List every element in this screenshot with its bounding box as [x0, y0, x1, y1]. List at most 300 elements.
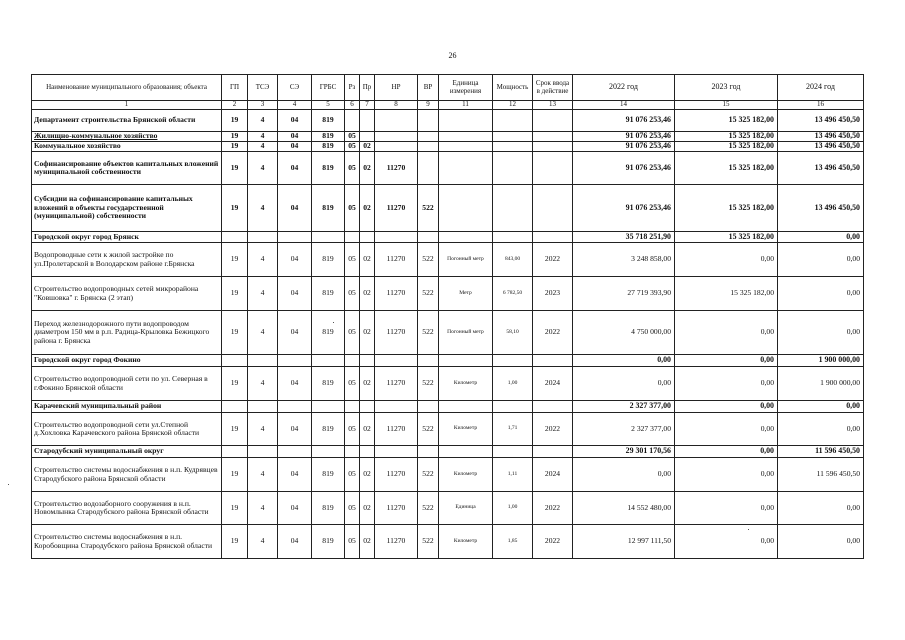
table-row	[32, 401, 864, 413]
cell-unit	[439, 110, 493, 132]
cell-y2022: 2 327 377,00	[573, 401, 675, 413]
cell-grbs	[312, 232, 345, 243]
cell-rz	[345, 110, 360, 132]
cell-rz	[345, 401, 360, 413]
cell-power: 1,00	[493, 367, 533, 401]
column-index-cell: 13	[533, 101, 573, 110]
cell-unit	[439, 142, 493, 152]
column-index-cell: 8	[375, 101, 418, 110]
scan-speck	[333, 322, 334, 323]
cell-grbs: 819	[312, 110, 345, 132]
cell-nr: 11270	[375, 492, 418, 525]
column-index-cell: 6	[345, 101, 360, 110]
cell-y2022: 0,00	[573, 367, 675, 401]
cell-pr: 02	[360, 525, 375, 559]
cell-y2022: 91 076 253,46	[573, 152, 675, 185]
cell-grbs: 819	[312, 311, 345, 355]
cell-vr: 522	[418, 185, 439, 232]
cell-y2022: 0,00	[573, 355, 675, 367]
cell-y2023: 15 325 182,00	[675, 142, 778, 152]
cell-gp: 19	[222, 142, 248, 152]
cell-y2023: 0,00	[675, 458, 778, 492]
cell-name: Департамент строительства Брянской области	[32, 110, 222, 132]
cell-pr: 02	[360, 152, 375, 185]
cell-vr	[418, 355, 439, 367]
cell-nr	[375, 132, 418, 142]
header-tse: ТСЭ	[248, 75, 278, 101]
cell-name: Строительство водопроводных сетей микрорайона "Ковшовка" г. Брянска (2 этап)	[32, 277, 222, 311]
cell-tse: 4	[248, 152, 278, 185]
cell-tse: 4	[248, 413, 278, 446]
header-vr: ВР	[418, 75, 439, 101]
cell-y2024: 0,00	[778, 401, 864, 413]
cell-vr	[418, 132, 439, 142]
cell-power	[493, 152, 533, 185]
cell-y2024: 13 496 450,50	[778, 152, 864, 185]
cell-y2024: 13 496 450,50	[778, 185, 864, 232]
cell-pr	[360, 232, 375, 243]
cell-nr	[375, 446, 418, 458]
header-2022: 2022 год	[573, 75, 675, 101]
cell-pr	[360, 446, 375, 458]
cell-vr: 522	[418, 458, 439, 492]
cell-grbs: 819	[312, 367, 345, 401]
cell-term: 2022	[533, 492, 573, 525]
header-se: СЭ	[278, 75, 312, 101]
header-grbs: ГРБС	[312, 75, 345, 101]
cell-name: Строительство системы водоснабжения в н.п. Кудрявцев Стародубского района Брянской области	[32, 458, 222, 492]
cell-y2024: 0,00	[778, 311, 864, 355]
cell-y2023: 0,00	[675, 311, 778, 355]
cell-pr: 02	[360, 367, 375, 401]
cell-gp	[222, 355, 248, 367]
cell-gp: 19	[222, 185, 248, 232]
cell-term: 2022	[533, 311, 573, 355]
cell-power	[493, 132, 533, 142]
cell-se: 04	[278, 110, 312, 132]
cell-nr: 11270	[375, 367, 418, 401]
table-row	[32, 355, 864, 367]
column-index-cell: 3	[248, 101, 278, 110]
cell-vr: 522	[418, 367, 439, 401]
column-index-cell: 16	[778, 101, 864, 110]
cell-tse: 4	[248, 243, 278, 277]
cell-y2024: 13 496 450,50	[778, 132, 864, 142]
cell-term: 2022	[533, 525, 573, 559]
column-index-cell: 12	[493, 101, 533, 110]
cell-vr: 522	[418, 492, 439, 525]
table-row	[32, 311, 864, 355]
cell-power	[493, 110, 533, 132]
cell-grbs: 819	[312, 458, 345, 492]
cell-tse	[248, 355, 278, 367]
cell-unit: Километр	[439, 525, 493, 559]
cell-name: Городской округ город Брянск	[32, 232, 222, 243]
cell-rz: 05	[345, 367, 360, 401]
scan-speck	[8, 484, 9, 485]
cell-nr	[375, 232, 418, 243]
cell-gp: 19	[222, 243, 248, 277]
cell-se: 04	[278, 152, 312, 185]
cell-se	[278, 446, 312, 458]
cell-unit	[439, 185, 493, 232]
cell-nr: 11270	[375, 243, 418, 277]
cell-term	[533, 232, 573, 243]
cell-tse: 4	[248, 277, 278, 311]
cell-nr	[375, 401, 418, 413]
cell-name: Коммунальное хозяйство	[32, 142, 222, 152]
cell-y2023: 15 325 182,00	[675, 185, 778, 232]
cell-power	[493, 401, 533, 413]
cell-power: 58,10	[493, 311, 533, 355]
cell-power	[493, 142, 533, 152]
column-index-cell: 14	[573, 101, 675, 110]
cell-gp: 19	[222, 458, 248, 492]
cell-rz: 05	[345, 152, 360, 185]
cell-y2023: 15 325 182,00	[675, 152, 778, 185]
cell-tse: 4	[248, 367, 278, 401]
header-gp: ГП	[222, 75, 248, 101]
cell-nr: 11270	[375, 458, 418, 492]
cell-power: 1,11	[493, 458, 533, 492]
cell-y2023: 0,00	[675, 355, 778, 367]
cell-y2022: 2 327 377,00	[573, 413, 675, 446]
cell-se: 04	[278, 132, 312, 142]
header-term: Срок ввода в действие	[533, 75, 573, 101]
cell-pr: 02	[360, 492, 375, 525]
cell-tse	[248, 232, 278, 243]
cell-unit	[439, 355, 493, 367]
cell-unit: Километр	[439, 458, 493, 492]
cell-y2024: 11 596 450,50	[778, 458, 864, 492]
cell-grbs: 819	[312, 492, 345, 525]
cell-y2022: 14 552 480,00	[573, 492, 675, 525]
cell-se: 04	[278, 492, 312, 525]
cell-rz: 05	[345, 185, 360, 232]
column-index-cell: 7	[360, 101, 375, 110]
header-rz: Рз	[345, 75, 360, 101]
cell-rz	[345, 446, 360, 458]
cell-grbs: 819	[312, 142, 345, 152]
cell-unit	[439, 152, 493, 185]
cell-pr: 02	[360, 185, 375, 232]
cell-gp: 19	[222, 152, 248, 185]
cell-name: Стародубский муниципальный округ	[32, 446, 222, 458]
cell-pr: 02	[360, 311, 375, 355]
cell-y2024: 1 900 000,00	[778, 367, 864, 401]
cell-term	[533, 401, 573, 413]
cell-se	[278, 401, 312, 413]
cell-vr: 522	[418, 525, 439, 559]
cell-power	[493, 232, 533, 243]
cell-vr: 522	[418, 243, 439, 277]
cell-term	[533, 110, 573, 132]
cell-name: Строительство системы водоснабжения в н.п. Коробовщина Стародубского района Брянской области	[32, 525, 222, 559]
cell-power: 1,85	[493, 525, 533, 559]
cell-y2022: 91 076 253,46	[573, 110, 675, 132]
cell-se: 04	[278, 142, 312, 152]
cell-vr	[418, 232, 439, 243]
header-power: Мощность	[493, 75, 533, 101]
cell-y2022: 91 076 253,46	[573, 142, 675, 152]
cell-term: 2024	[533, 458, 573, 492]
cell-gp: 19	[222, 277, 248, 311]
cell-name: Переход железнодорожного пути водопроводом диаметром 150 мм в р.п. Радица-Крыловка Бежицкого района г. Брянска	[32, 311, 222, 355]
cell-se: 04	[278, 367, 312, 401]
cell-tse: 4	[248, 311, 278, 355]
cell-grbs: 819	[312, 132, 345, 142]
cell-pr	[360, 401, 375, 413]
cell-se: 04	[278, 413, 312, 446]
cell-y2024: 0,00	[778, 243, 864, 277]
header-2023: 2023 год	[675, 75, 778, 101]
cell-rz: 05	[345, 413, 360, 446]
cell-gp	[222, 446, 248, 458]
cell-y2023: 15 325 182,00	[675, 232, 778, 243]
cell-rz: 05	[345, 243, 360, 277]
cell-power: 843,00	[493, 243, 533, 277]
table-row	[32, 367, 864, 401]
header-unit: Единица измерения	[439, 75, 493, 101]
cell-nr: 11270	[375, 311, 418, 355]
cell-gp	[222, 232, 248, 243]
cell-se	[278, 355, 312, 367]
cell-y2024: 0,00	[778, 413, 864, 446]
cell-tse: 4	[248, 458, 278, 492]
cell-name: Строительство водозаборного сооружения в н.п. Новомлынка Стародубского района Брянской области	[32, 492, 222, 525]
cell-y2023: 0,00	[675, 401, 778, 413]
cell-y2023: 0,00	[675, 413, 778, 446]
table-row	[32, 132, 864, 142]
table-row	[32, 142, 864, 152]
cell-pr: 02	[360, 277, 375, 311]
column-index-cell: 2	[222, 101, 248, 110]
cell-rz	[345, 232, 360, 243]
cell-name: Строительство водопроводной сети ул.Степной д.Хохловка Карачевского района Брянской области	[32, 413, 222, 446]
cell-vr: 522	[418, 413, 439, 446]
table-row	[32, 243, 864, 277]
cell-unit: Погонный метр	[439, 311, 493, 355]
cell-nr: 11270	[375, 152, 418, 185]
cell-tse: 4	[248, 492, 278, 525]
header-nr: НР	[375, 75, 418, 101]
cell-nr	[375, 355, 418, 367]
cell-rz: 05	[345, 525, 360, 559]
cell-y2023: 15 325 182,00	[675, 110, 778, 132]
cell-rz	[345, 355, 360, 367]
cell-y2022: 91 076 253,46	[573, 132, 675, 142]
cell-tse: 4	[248, 110, 278, 132]
cell-power: 6 782,50	[493, 277, 533, 311]
cell-unit	[439, 132, 493, 142]
cell-unit	[439, 446, 493, 458]
cell-y2023: 0,00	[675, 525, 778, 559]
investment-table	[31, 74, 864, 559]
cell-pr: 02	[360, 142, 375, 152]
table-row	[32, 525, 864, 559]
cell-term: 2022	[533, 243, 573, 277]
cell-term	[533, 142, 573, 152]
cell-unit: Километр	[439, 413, 493, 446]
page-number: 26	[448, 51, 457, 60]
table-row	[32, 152, 864, 185]
cell-gp: 19	[222, 132, 248, 142]
cell-grbs	[312, 401, 345, 413]
cell-rz: 05	[345, 458, 360, 492]
cell-term	[533, 446, 573, 458]
cell-gp: 19	[222, 110, 248, 132]
cell-y2023: 0,00	[675, 243, 778, 277]
column-index-cell: 9	[418, 101, 439, 110]
cell-pr	[360, 355, 375, 367]
cell-term	[533, 152, 573, 185]
cell-grbs	[312, 446, 345, 458]
cell-rz: 05	[345, 132, 360, 142]
cell-y2022: 91 076 253,46	[573, 185, 675, 232]
cell-se: 04	[278, 525, 312, 559]
cell-term	[533, 185, 573, 232]
cell-y2024: 13 496 450,50	[778, 110, 864, 132]
cell-unit	[439, 232, 493, 243]
cell-y2022: 27 719 393,90	[573, 277, 675, 311]
table-header-row	[32, 75, 864, 101]
cell-y2024: 0,00	[778, 525, 864, 559]
cell-se: 04	[278, 277, 312, 311]
table-row	[32, 446, 864, 458]
cell-vr	[418, 110, 439, 132]
cell-y2022: 4 750 000,00	[573, 311, 675, 355]
cell-rz: 05	[345, 311, 360, 355]
cell-nr	[375, 142, 418, 152]
cell-gp: 19	[222, 367, 248, 401]
column-index-cell: 11	[439, 101, 493, 110]
cell-power	[493, 185, 533, 232]
cell-y2022: 0,00	[573, 458, 675, 492]
cell-y2024: 0,00	[778, 232, 864, 243]
cell-pr: 02	[360, 458, 375, 492]
cell-gp: 19	[222, 413, 248, 446]
cell-power	[493, 446, 533, 458]
cell-term: 2024	[533, 367, 573, 401]
cell-nr: 11270	[375, 525, 418, 559]
cell-y2022: 12 997 111,50	[573, 525, 675, 559]
table-row	[32, 110, 864, 132]
cell-term	[533, 132, 573, 142]
cell-tse: 4	[248, 185, 278, 232]
header-name: Наименование муниципального образования; объекта	[32, 75, 222, 101]
cell-pr	[360, 132, 375, 142]
cell-tse: 4	[248, 525, 278, 559]
cell-y2022: 3 248 858,00	[573, 243, 675, 277]
header-2024: 2024 год	[778, 75, 864, 101]
cell-name: Жилищно-коммунальное хозяйство	[32, 132, 222, 142]
table-row	[32, 185, 864, 232]
column-index-cell: 5	[312, 101, 345, 110]
cell-unit	[439, 401, 493, 413]
cell-name: Строительство водопроводной сети по ул. Северная в г.Фокино Брянской области	[32, 367, 222, 401]
cell-y2024: 0,00	[778, 277, 864, 311]
cell-rz: 05	[345, 492, 360, 525]
cell-y2024: 13 496 450,50	[778, 142, 864, 152]
cell-y2023: 15 325 182,00	[675, 277, 778, 311]
cell-tse: 4	[248, 142, 278, 152]
cell-grbs: 819	[312, 413, 345, 446]
cell-gp: 19	[222, 311, 248, 355]
cell-unit: Погонный метр	[439, 243, 493, 277]
cell-unit: Единица	[439, 492, 493, 525]
cell-name: Водопроводные сети к жилой застройке по ул.Пролетарской в Володарском районе г.Брянска	[32, 243, 222, 277]
cell-rz: 05	[345, 142, 360, 152]
cell-name: Карачевский муниципальный район	[32, 401, 222, 413]
cell-se: 04	[278, 243, 312, 277]
cell-y2024: 1 900 000,00	[778, 355, 864, 367]
cell-vr	[418, 401, 439, 413]
cell-grbs: 819	[312, 152, 345, 185]
cell-grbs	[312, 355, 345, 367]
cell-pr: 02	[360, 243, 375, 277]
table-row	[32, 458, 864, 492]
cell-nr: 11270	[375, 277, 418, 311]
cell-name: Городской округ город Фокино	[32, 355, 222, 367]
cell-y2023: 0,00	[675, 492, 778, 525]
column-index-cell: 15	[675, 101, 778, 110]
cell-gp: 19	[222, 525, 248, 559]
cell-se: 04	[278, 311, 312, 355]
cell-y2023: 15 325 182,00	[675, 132, 778, 142]
cell-gp	[222, 401, 248, 413]
cell-nr	[375, 110, 418, 132]
cell-nr: 11270	[375, 413, 418, 446]
table-row	[32, 232, 864, 243]
cell-name: Субсидии на софинансирование капитальных вложений в объекты государственной (муниципальной) собственности	[32, 185, 222, 232]
cell-unit: Метр	[439, 277, 493, 311]
cell-rz: 05	[345, 277, 360, 311]
scan-speck	[748, 529, 749, 530]
table-row	[32, 413, 864, 446]
cell-power: 1,00	[493, 492, 533, 525]
cell-vr	[418, 446, 439, 458]
cell-power	[493, 355, 533, 367]
cell-term	[533, 355, 573, 367]
cell-y2022: 35 718 251,90	[573, 232, 675, 243]
cell-pr: 02	[360, 413, 375, 446]
cell-vr: 522	[418, 277, 439, 311]
cell-term: 2023	[533, 277, 573, 311]
cell-tse	[248, 446, 278, 458]
cell-pr	[360, 110, 375, 132]
cell-gp: 19	[222, 492, 248, 525]
cell-y2023: 0,00	[675, 367, 778, 401]
cell-se: 04	[278, 185, 312, 232]
cell-power: 1,71	[493, 413, 533, 446]
table-row	[32, 492, 864, 525]
cell-y2024: 0,00	[778, 492, 864, 525]
cell-term: 2022	[533, 413, 573, 446]
cell-vr	[418, 142, 439, 152]
column-index-cell: 1	[32, 101, 222, 110]
cell-nr: 11270	[375, 185, 418, 232]
cell-grbs: 819	[312, 525, 345, 559]
cell-tse	[248, 401, 278, 413]
column-index-cell: 4	[278, 101, 312, 110]
cell-y2023: 0,00	[675, 446, 778, 458]
column-index-row	[32, 101, 864, 110]
cell-se: 04	[278, 458, 312, 492]
cell-grbs: 819	[312, 277, 345, 311]
table-row	[32, 277, 864, 311]
cell-y2024: 11 596 450,50	[778, 446, 864, 458]
cell-unit: Километр	[439, 367, 493, 401]
